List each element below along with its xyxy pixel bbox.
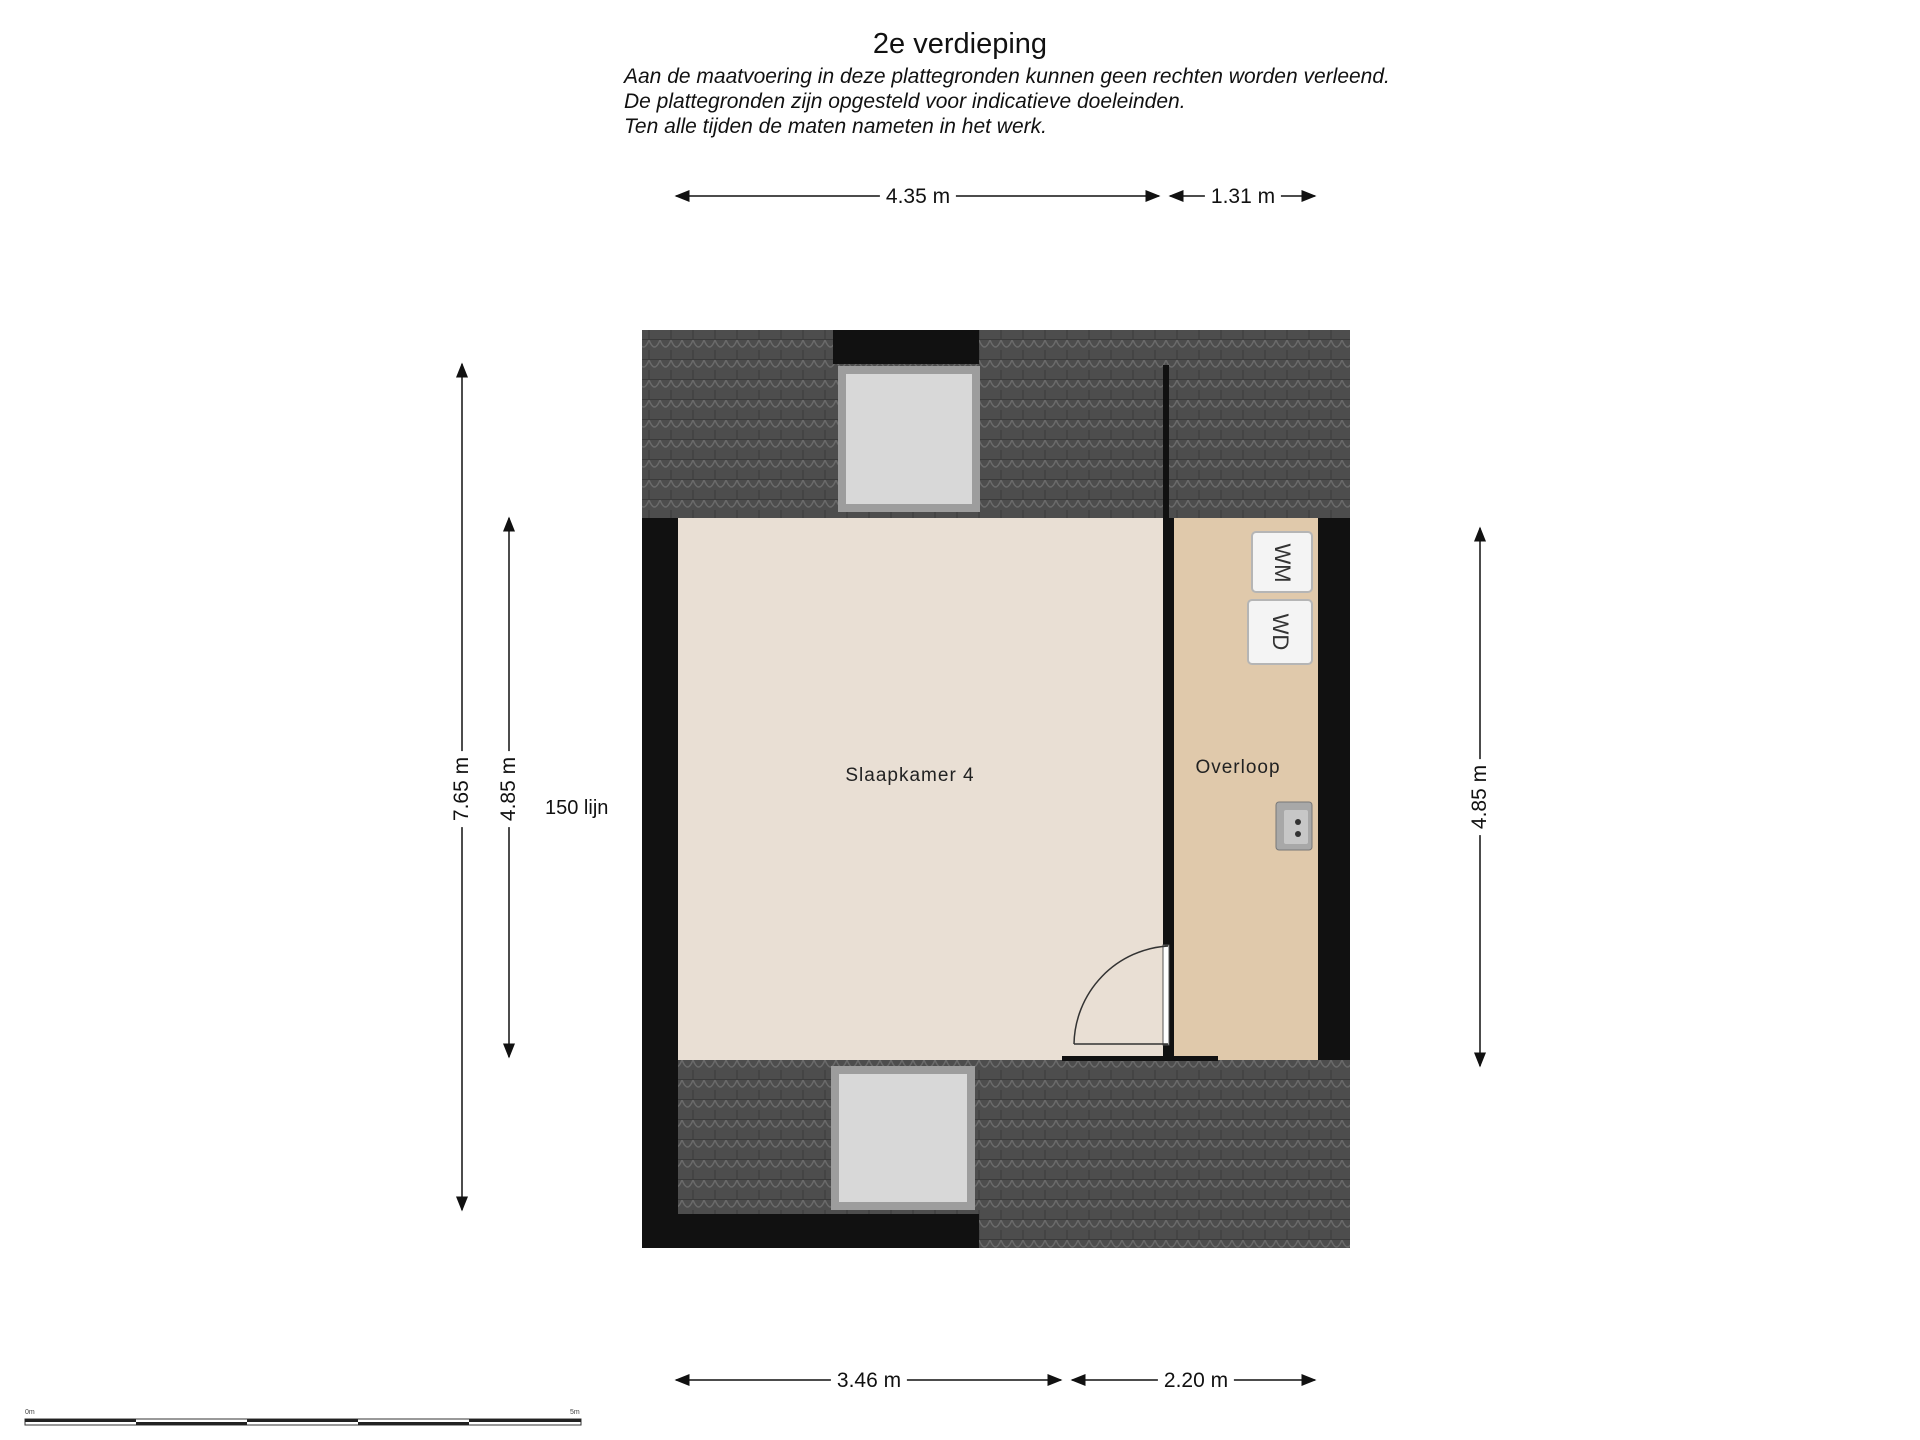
bedroom-floor <box>678 518 1163 1060</box>
dim-label-left-outer: 7.65 m <box>450 751 474 827</box>
room-label-landing: Overloop <box>1195 757 1281 778</box>
scale-bar-seg-5 <box>469 1419 581 1422</box>
dim-label-bottom-left: 3.46 m <box>831 1369 907 1393</box>
interior-wall-top <box>1163 365 1169 518</box>
wall-left-strip <box>642 518 678 1060</box>
wall-right-strip <box>1318 518 1350 1060</box>
fixture-dot-1 <box>1295 819 1301 825</box>
note-150-lijn: 150 lijn <box>545 797 609 819</box>
dryer-label: WD <box>1268 613 1293 651</box>
wall-left-bottom <box>642 1060 678 1248</box>
roof-tiles-top <box>642 330 1350 518</box>
dim-label-top-left: 4.35 m <box>880 185 956 209</box>
fixture-inner <box>1284 810 1308 844</box>
dormer-wall-top <box>833 330 979 364</box>
fixture-dot-2 <box>1295 831 1301 837</box>
scale-label-end: 5m <box>570 1409 580 1416</box>
interior-wall <box>1163 518 1174 938</box>
dim-label-top-right: 1.31 m <box>1205 185 1281 209</box>
disclaimer <box>624 64 1390 139</box>
room-label-bedroom: Slaapkamer 4 <box>845 765 975 786</box>
floor-title: 2e verdieping <box>872 28 1048 60</box>
dim-label-left-inner: 4.85 m <box>497 751 521 827</box>
scale-bar-seg-1 <box>25 1419 136 1422</box>
washer-label: WM <box>1270 543 1295 583</box>
scale-bar-seg-4 <box>358 1422 469 1425</box>
scale-label-start: 0m <box>25 1409 35 1416</box>
disclaimer-line-2: De plattegronden zijn opgesteld voor indicatieve doeleinden. <box>624 90 1186 113</box>
scale-bar-seg-2 <box>136 1422 247 1425</box>
window-bottom-pane <box>839 1074 967 1202</box>
disclaimer-line-3: Ten alle tijden de maten nameten in het werk. <box>624 115 1047 138</box>
window-top-pane <box>846 374 972 504</box>
dim-label-bottom-right: 2.20 m <box>1158 1369 1234 1393</box>
disclaimer-line-1: Aan de maatvoering in deze plattegronden kunnen geen rechten worden verleend. <box>624 65 1390 88</box>
scale-bar-seg-3 <box>247 1419 358 1422</box>
wall-bottom-left <box>642 1214 979 1248</box>
bottom-wall-line <box>1062 1056 1218 1061</box>
door-leaf <box>1163 945 1169 1045</box>
dim-label-right: 4.85 m <box>1468 759 1492 835</box>
